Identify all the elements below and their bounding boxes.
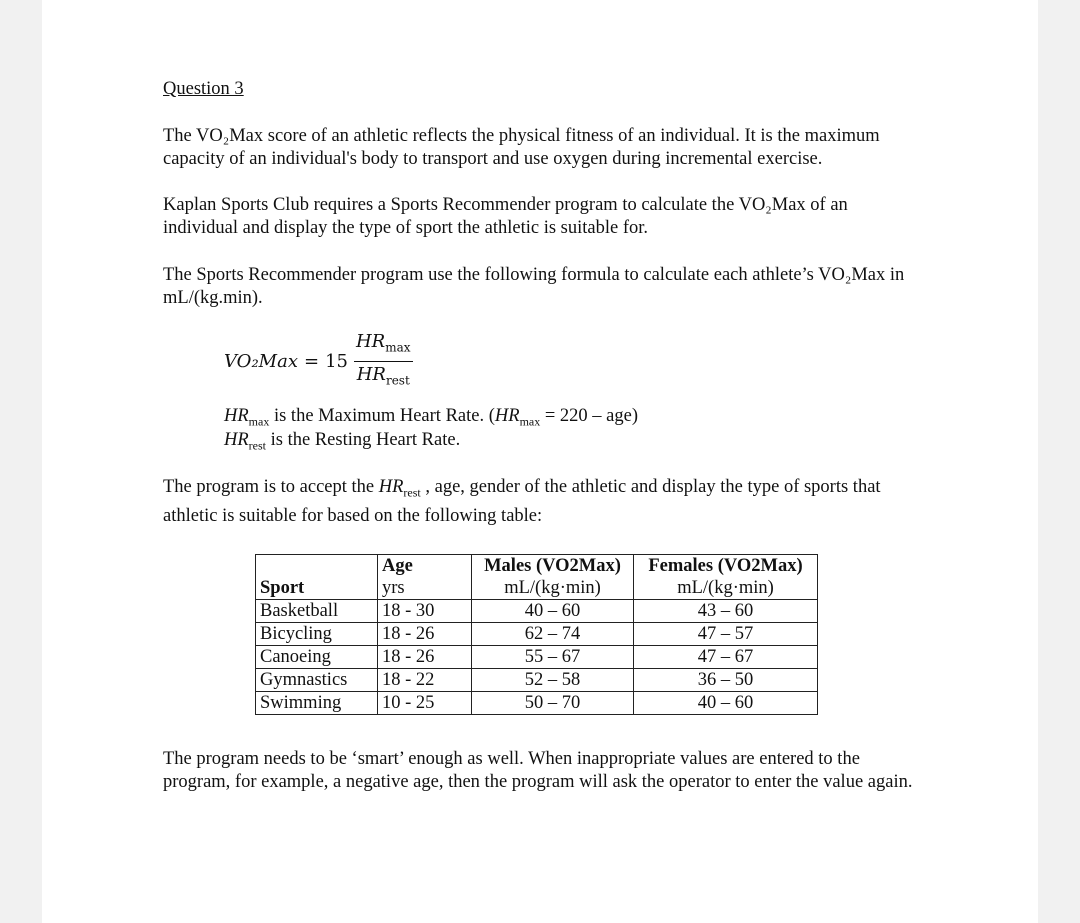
program-input-paragraph: The program is to accept the $HR_{rest}$ , age, gender of the athletic and display the type of sports that athletic is suitable for based on the following table: bbox=[163, 477, 881, 526]
table-header-row bbox=[256, 555, 818, 600]
table-row bbox=[256, 600, 818, 623]
cell-females: 47 – 67 bbox=[634, 646, 818, 669]
vo2max-formula bbox=[224, 330, 413, 392]
cell-males: 50 – 70 bbox=[472, 692, 634, 715]
cell-females: 43 – 60 bbox=[634, 600, 818, 623]
cell-sport: Bicycling bbox=[256, 623, 378, 646]
cell-sport: Swimming bbox=[256, 692, 378, 715]
document-page bbox=[42, 0, 1038, 923]
sports-table bbox=[255, 554, 818, 715]
table-row bbox=[256, 692, 818, 715]
cell-sport: Canoeing bbox=[256, 646, 378, 669]
header-males: Males (VO2Max) mL/(kg·min) bbox=[472, 555, 634, 600]
formula-coefficient: 15 bbox=[325, 350, 348, 372]
cell-age: 10 - 25 bbox=[378, 692, 472, 715]
hrrest-definition: $HR_{rest}$ is the Resting Heart Rate. bbox=[224, 430, 461, 453]
cell-females: 47 – 57 bbox=[634, 623, 818, 646]
cell-sport: Gymnastics bbox=[256, 669, 378, 692]
table-row bbox=[256, 646, 818, 669]
formula-denominator: $HR_{rest}$ bbox=[356, 363, 410, 388]
cell-males: 55 – 67 bbox=[472, 646, 634, 669]
validation-paragraph: The program needs to be ‘smart’ enough as well. When inappropriate values are entered to the program, for example, a negative age, then the program will ask the operator to enter the value again. bbox=[163, 749, 913, 792]
cell-age: 18 - 22 bbox=[378, 669, 472, 692]
cell-females: 36 – 50 bbox=[634, 669, 818, 692]
table-row bbox=[256, 623, 818, 646]
cell-age: 18 - 30 bbox=[378, 600, 472, 623]
formula-fraction bbox=[354, 330, 413, 392]
hrmax-definition: $HR_{max}$ is the Maximum Heart Rate. $(HR_{max} = 220 - age)$ bbox=[224, 406, 639, 429]
table-row bbox=[256, 669, 818, 692]
cell-age: 18 - 26 bbox=[378, 646, 472, 669]
formula-lhs: VO₂Max bbox=[224, 350, 298, 372]
cell-males: 52 – 58 bbox=[472, 669, 634, 692]
cell-females: 40 – 60 bbox=[634, 692, 818, 715]
cell-age: 18 - 26 bbox=[378, 623, 472, 646]
requirement-paragraph: Kaplan Sports Club requires a Sports Recommender program to calculate the VO₂Max of an individual and display the type of sport the athletic is suitable for. bbox=[163, 195, 848, 238]
cell-males: 62 – 74 bbox=[472, 623, 634, 646]
header-females: Females (VO2Max) mL/(kg·min) bbox=[634, 555, 818, 600]
formula-intro-paragraph: The Sports Recommender program use the following formula to calculate each athlete’s VO₂Max in mL/(kg.min). bbox=[163, 265, 905, 308]
formula-equals: = bbox=[303, 350, 320, 372]
intro-paragraph: The VO₂Max score of an athletic reflects the physical fitness of an individual. It is the maximum capacity of an individual's body to transport and use oxygen during incremental exercise. bbox=[163, 126, 880, 169]
header-age: Age yrs bbox=[378, 555, 472, 600]
cell-sport: Basketball bbox=[256, 600, 378, 623]
cell-males: 40 – 60 bbox=[472, 600, 634, 623]
header-sport: Sport bbox=[256, 555, 378, 600]
question-heading: Question 3 bbox=[163, 79, 244, 99]
formula-numerator: $HR_{max}$ bbox=[354, 330, 413, 362]
